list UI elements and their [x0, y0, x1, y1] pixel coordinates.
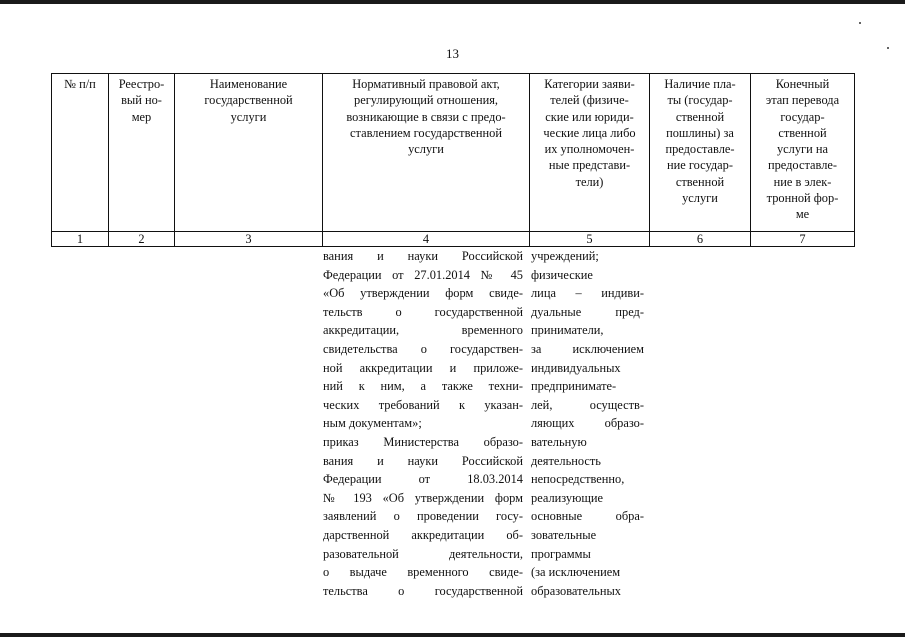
- header-line: услуги на: [776, 142, 828, 157]
- header-line: ние в элек-: [773, 174, 832, 189]
- header-line: ние государ-: [666, 158, 733, 173]
- text-line: ным документам»;: [323, 416, 422, 431]
- header-line: ские или юриди-: [545, 109, 634, 124]
- column-number-cell: 7: [751, 232, 855, 247]
- column-number-cell: 5: [530, 232, 650, 247]
- bottom-border-line: [0, 633, 905, 637]
- text-line: лей, осуществ-: [531, 397, 644, 412]
- text-line: образовательных: [531, 583, 621, 598]
- header-line: Конечный: [775, 77, 830, 91]
- header-line: этап перевода: [765, 93, 840, 108]
- text-line: аккредитации, временного: [323, 323, 523, 338]
- text-line: индивидуальных: [531, 360, 621, 375]
- header-line: ческие лица либо: [543, 125, 636, 140]
- header-line: ственной: [675, 174, 725, 189]
- text-line: вания и науки Российской: [323, 249, 523, 263]
- header-line: услуги: [682, 191, 718, 206]
- header-line: Реестро-: [118, 77, 165, 91]
- top-border-line: [0, 0, 905, 4]
- text-line: тельств о государственной: [323, 304, 523, 319]
- header-line: № п/п: [64, 77, 96, 91]
- text-line: ческих требований к указан-: [323, 397, 523, 412]
- header-line: предоставле-: [767, 158, 838, 173]
- text-line: за исключением: [531, 341, 644, 356]
- text-line: ляющих образо-: [531, 416, 644, 431]
- header-line: ставлением государственной: [350, 125, 502, 140]
- header-line: мер: [131, 109, 152, 124]
- column-number-cell: 4: [323, 232, 530, 247]
- text-line: дуальные пред-: [531, 304, 644, 319]
- column-number-cell: 1: [52, 232, 109, 247]
- text-line: вания и науки Российской: [323, 453, 523, 468]
- header-line: возникающие в связи с предо-: [346, 109, 506, 124]
- header-row: [52, 74, 855, 232]
- header-line: Категории заяви-: [544, 77, 635, 91]
- text-line: дарственной аккредитации об-: [323, 527, 523, 542]
- header-cell-applicant-categories: [530, 74, 650, 232]
- header-line: государ-: [780, 109, 825, 124]
- header-line: регулирующий отношения,: [354, 93, 498, 108]
- text-line: ний к ним, а также техни-: [323, 379, 523, 394]
- text-line: «Об утверждении форм свиде-: [323, 286, 523, 301]
- column-number-cell: 6: [650, 232, 751, 247]
- text-line: зовательные: [531, 527, 597, 542]
- header-line: телей (физиче-: [550, 93, 629, 108]
- header-line: ственной: [675, 109, 725, 124]
- header-line: Нормативный правовой акт,: [352, 77, 500, 91]
- text-line: непосредственно,: [531, 472, 625, 487]
- text-line: ной аккредитации и приложе-: [323, 360, 523, 375]
- header-line: их уполномочен-: [544, 142, 635, 157]
- page-number: 13: [446, 46, 459, 61]
- header-cell-legal-act: [323, 74, 530, 232]
- header-line: пошлины) за: [666, 125, 734, 140]
- header-line: ственной: [778, 125, 827, 140]
- header-cell-service-name: [175, 74, 323, 232]
- text-line: основные обра-: [531, 509, 644, 524]
- header-line: вый но-: [121, 93, 162, 108]
- text-line: лица – индиви-: [531, 286, 644, 301]
- header-line: услуги: [408, 142, 444, 157]
- header-line: ные представи-: [548, 158, 631, 173]
- header-cell-registry-number: [109, 74, 175, 232]
- text-line: приказ Министерства образо-: [323, 434, 523, 449]
- header-line: государственной: [204, 93, 293, 108]
- header-cell-number: [52, 74, 109, 232]
- text-line: свидетельства о государствен-: [323, 341, 523, 356]
- header-line: ты (государ-: [667, 93, 733, 108]
- header-line: предоставле-: [665, 142, 735, 157]
- text-line: программы: [531, 546, 591, 561]
- text-line: разовательной деятельности,: [323, 546, 523, 561]
- text-line: (за исключением: [531, 565, 621, 580]
- column-number-cell: 2: [109, 232, 175, 247]
- text-line: Федерации от 27.01.2014 № 45: [323, 267, 523, 282]
- text-line: реализующие: [531, 490, 604, 505]
- column-number-cell: 3: [175, 232, 323, 247]
- text-line: учреждений;: [531, 249, 599, 263]
- scan-speck: [859, 22, 861, 24]
- services-table: [51, 73, 855, 247]
- header-line: тронной фор-: [766, 191, 839, 206]
- text-line: физические: [531, 267, 593, 282]
- text-line: заявлений о проведении госу-: [323, 509, 523, 524]
- applicant-categories-continuation-text: [531, 247, 644, 600]
- legal-act-continuation-text: [323, 247, 523, 600]
- header-line: Наличие пла-: [664, 77, 736, 91]
- column-number-row: [52, 232, 855, 247]
- header-cell-fee: [650, 74, 751, 232]
- text-line: Федерации от 18.03.2014: [323, 472, 523, 487]
- text-line: тельства о государственной: [323, 583, 523, 598]
- text-line: вательную: [531, 434, 587, 449]
- text-line: № 193 «Об утверждении форм: [323, 490, 523, 505]
- text-line: предпринимате-: [531, 379, 617, 394]
- text-line: приниматели,: [531, 323, 604, 338]
- header-line: Наименование: [209, 77, 288, 91]
- text-line: деятельность: [531, 453, 601, 468]
- header-cell-final-stage: [751, 74, 855, 232]
- header-line: тели): [575, 174, 604, 189]
- header-line: ме: [795, 207, 810, 222]
- text-line: о выдаче временного свиде-: [323, 565, 523, 580]
- header-line: услуги: [230, 109, 267, 124]
